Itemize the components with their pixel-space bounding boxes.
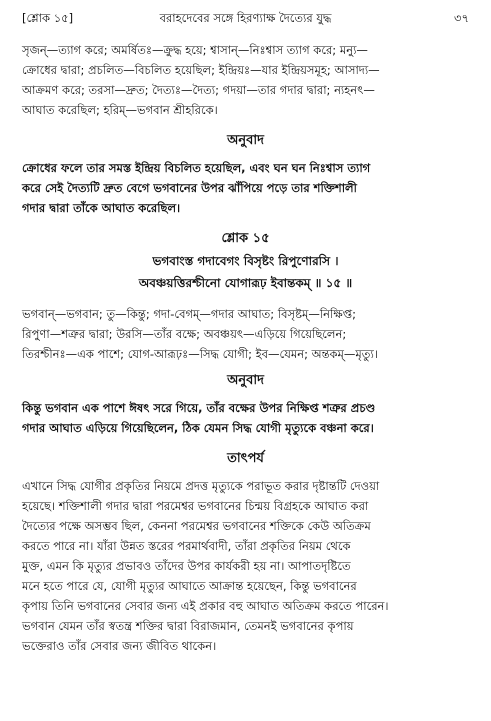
translation-line: গদার আঘাত এড়িয়ে গিয়েছিলেন, ঠিক যেমন সিদ্ধ যোগী মৃত্যুকে বঞ্চনা করে। — [22, 421, 374, 435]
translation-block-1 — [22, 158, 469, 218]
translation-block-2 — [22, 398, 469, 438]
synonyms-block-2 — [22, 304, 469, 364]
translation-line: করে সেই দৈত্যটি দ্রুত বেগে ভগবানের উপর ঝাঁপিয়ে পড়ে তার শক্তিশালী — [22, 181, 357, 195]
verse-line: অবঞ্চয়ত্তিরশ্চীনো যোগারূঢ় ইবান্তকম্ ॥ ১৫ ॥ — [138, 276, 353, 290]
purport-line: কৃপায় তিনি ভগবানের সেবার জন্য এই প্রকার বহু আঘাত অতিক্রম করতে পারেন। — [22, 599, 389, 613]
sanskrit-verse — [22, 250, 469, 294]
purport-line: মুক্ত, এমন কি মৃত্যুর প্রভাবও তাঁদের উপর কার্যকরী হয় না। আপাতদৃষ্টিতে — [22, 559, 351, 573]
purport-line: মনে হতে পারে যে, যোগী মৃত্যুর আঘাতে আক্রান্ত হয়েছেন, কিন্তু ভগবানের — [22, 579, 357, 593]
purport-line: করতে পারে না। যাঁরা উন্নত স্তরের পরমার্থবাদী, তাঁরা প্রকৃতির নিয়ম থেকে — [22, 539, 351, 553]
page-number: ৩৭ — [454, 11, 469, 25]
translation-heading: অনুবাদ — [227, 133, 264, 148]
purport-heading: তাৎপর্য — [227, 451, 264, 466]
synonyms-line: আক্রমণ করে; তরসা—দ্রুত; দৈত্যঃ—দৈত্য; গদয়া—তার গদার দ্বারা; ন্যহনৎ— — [22, 83, 375, 97]
purport-line: ভগবান যেমন তাঁর স্বতন্ত্র শক্তির দ্বারা বিরাজমান, তেমনই ভগবানের কৃপায় — [22, 619, 354, 633]
page-header — [22, 8, 469, 28]
synonyms-line: তিরশ্চীনঃ—এক পাশে; যোগ-আরূঢ়ঃ—সিদ্ধ যোগী; ইব—যেমন; অন্তকম্—মৃত্যু। — [22, 347, 378, 361]
verse-reference: [শ্লোক ১৫] — [22, 11, 74, 25]
page-content — [22, 40, 469, 656]
synonyms-line: রিপুণা—শত্রুর দ্বারা; উরসি—তাঁর বক্ষে; অবঞ্চয়ৎ—এড়িয়ে গিয়েছিলেন; — [22, 327, 347, 341]
synonyms-line: ক্রোধের দ্বারা; প্রচলিত—বিচলিত হয়েছিল; ইন্দ্রিয়ঃ—যার ইন্দ্রিয়সমূহ; আসাদ্য— — [22, 63, 380, 77]
purport-line: দৈত্যের পক্ষে অসম্ভব ছিল, কেননা পরমেশ্বর ভগবানের শক্তিকে কেউ অতিক্রম — [22, 519, 371, 533]
synonyms-line: ভগবান্—ভগবান; তু—কিন্তু; গদা-বেগম্—গদার আঘাত; বিসৃষ্টম্—নিক্ষিপ্ত; — [22, 307, 356, 321]
translation-heading: অনুবাদ — [227, 373, 264, 388]
purport-line: এখানে সিদ্ধ যোগীর প্রকৃতির নিয়মে প্রদত্ত মৃত্যুকে পরাভূত করার দৃষ্টান্তটি দেওয়া — [22, 479, 380, 493]
verse-line: ভগবাংস্ত গদাবেগং বিসৃষ্টং রিপুণোরসি । — [152, 254, 339, 268]
purport-block — [22, 476, 469, 656]
translation-line: কিন্তু ভগবান এক পাশে ঈষৎ সরে গিয়ে, তাঁর বক্ষের উপর নিক্ষিপ্ত শত্রুর প্রচণ্ড — [22, 401, 376, 415]
synonyms-line: আঘাত করেছিল; হরিম্—ভগবান শ্রীহরিকে। — [22, 103, 218, 117]
synonyms-block-1 — [22, 40, 469, 120]
purport-line: ভক্তেরাও তাঁর সেবার জন্য জীবিত থাকেন। — [22, 639, 217, 653]
verse-title: শ্লোক ১৫ — [221, 231, 270, 246]
chapter-title: বরাহদেবের সঙ্গে হিরণ্যাক্ষ দৈত্যের যুদ্ধ — [159, 11, 332, 25]
translation-line: ক্রোধের ফলে তার সমস্ত ইন্দ্রিয় বিচলিত হয়েছিল, এবং ঘন ঘন নিঃশ্বাস ত্যাগ — [22, 161, 371, 175]
purport-line: হয়েছে। শক্তিশালী গদার দ্বারা পরমেশ্বর ভগবানের চিন্ময় বিগ্রহকে আঘাত করা — [22, 499, 369, 513]
synonyms-line: সৃজন্—ত্যাগ করে; অমর্ষিতঃ—ক্রুদ্ধ হয়ে; শ্বাসান্—নিঃশ্বাস ত্যাগ করে; মন্যু— — [22, 43, 368, 57]
translation-line: গদার দ্বারা তাঁকে আঘাত করেছিল। — [22, 201, 181, 215]
